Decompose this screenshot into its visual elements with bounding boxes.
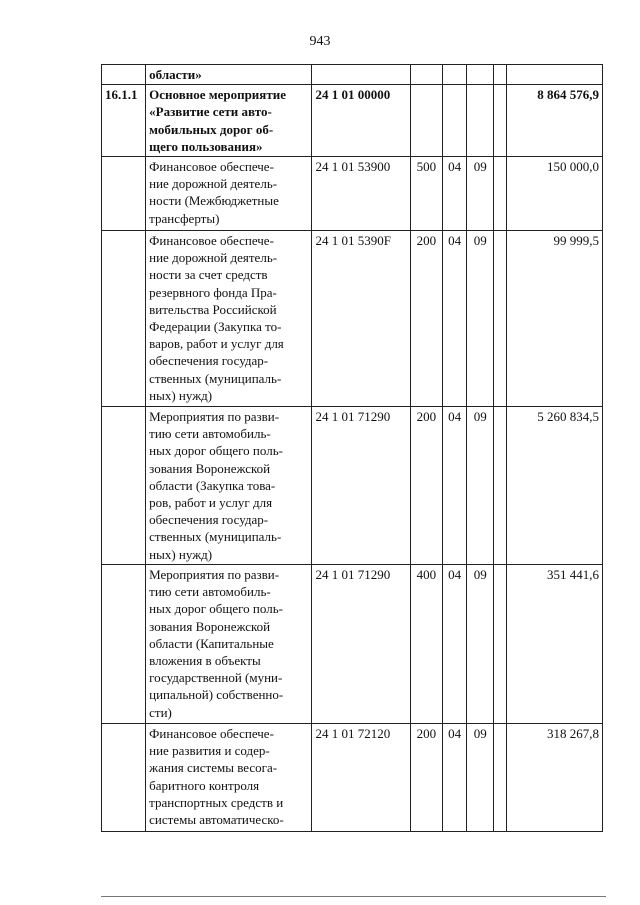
budget-code-cell: 24 1 01 71290 xyxy=(312,407,411,565)
row-number-cell xyxy=(102,724,146,832)
section-cell: 04 xyxy=(442,565,467,724)
empty-cell xyxy=(494,231,507,407)
table-row xyxy=(102,157,603,231)
expense-type-cell: 200 xyxy=(411,407,443,565)
row-number-cell xyxy=(102,565,146,724)
budget-code-cell: 24 1 01 72120 xyxy=(312,724,411,832)
empty-cell xyxy=(494,407,507,565)
table-row xyxy=(102,65,603,85)
item-name-cell: Финансовое обеспече- ние дорожной деятель- ности за счет средств резервного фонда Пра- вительства Российской Федерации (Закупка то- варов, работ и услуг для обеспечения государ- ственных (муниципаль- ных) нужд) xyxy=(146,231,312,407)
expense-type-cell: 200 xyxy=(411,724,443,832)
amount-cell: 318 267,8 xyxy=(507,724,603,832)
item-name-cell: области» xyxy=(146,65,312,85)
item-name-cell: Финансовое обеспече- ние развития и содер- жания системы весога- баритного контроля транспортных средств и системы автоматическо- xyxy=(146,724,312,832)
table-row xyxy=(102,724,603,832)
subsection-cell xyxy=(467,85,494,157)
budget-code-cell: 24 1 01 5390F xyxy=(312,231,411,407)
expense-type-cell: 500 xyxy=(411,157,443,231)
row-number-cell xyxy=(102,65,146,85)
empty-cell xyxy=(494,724,507,832)
row-number-cell xyxy=(102,407,146,565)
table-row xyxy=(102,565,603,724)
section-cell: 04 xyxy=(442,724,467,832)
table-row xyxy=(102,85,603,157)
expense-type-cell xyxy=(411,85,443,157)
section-cell: 04 xyxy=(442,407,467,565)
section-cell: 04 xyxy=(442,157,467,231)
item-name-cell: Мероприятия по разви- тию сети автомобиль- ных дорог общего поль- зования Воронежской области (Закупка това- ров, работ и услуг для обеспечения государ- ственных (муниципаль- ных) нужд) xyxy=(146,407,312,565)
amount-cell: 351 441,6 xyxy=(507,565,603,724)
budget-code-cell: 24 1 01 53900 xyxy=(312,157,411,231)
section-cell xyxy=(442,65,467,85)
table-row xyxy=(102,231,603,407)
amount-cell: 99 999,5 xyxy=(507,231,603,407)
subsection-cell: 09 xyxy=(467,565,494,724)
subsection-cell xyxy=(467,65,494,85)
amount-cell xyxy=(507,65,603,85)
page-number: 943 xyxy=(309,34,331,49)
footer-divider xyxy=(101,896,606,897)
section-cell: 04 xyxy=(442,231,467,407)
row-number-cell xyxy=(102,157,146,231)
empty-cell xyxy=(494,157,507,231)
empty-cell xyxy=(494,65,507,85)
budget-code-cell: 24 1 01 71290 xyxy=(312,565,411,724)
row-number-cell xyxy=(102,231,146,407)
subsection-cell: 09 xyxy=(467,231,494,407)
amount-cell: 150 000,0 xyxy=(507,157,603,231)
section-cell xyxy=(442,85,467,157)
subsection-cell: 09 xyxy=(467,724,494,832)
empty-cell xyxy=(494,85,507,157)
subsection-cell: 09 xyxy=(467,157,494,231)
budget-table xyxy=(101,64,603,832)
expense-type-cell: 200 xyxy=(411,231,443,407)
amount-cell: 5 260 834,5 xyxy=(507,407,603,565)
subsection-cell: 09 xyxy=(467,407,494,565)
budget-code-cell: 24 1 01 00000 xyxy=(312,85,411,157)
item-name-cell: Основное мероприятие «Развитие сети авто- мобильных дорог об- щего пользования» xyxy=(146,85,312,157)
empty-cell xyxy=(494,565,507,724)
expense-type-cell: 400 xyxy=(411,565,443,724)
table-row xyxy=(102,407,603,565)
budget-code-cell xyxy=(312,65,411,85)
row-number-cell: 16.1.1 xyxy=(102,85,146,157)
item-name-cell: Мероприятия по разви- тию сети автомобиль- ных дорог общего поль- зования Воронежской области (Капитальные вложения в объекты государственной (муни- ципальной) собственно- сти) xyxy=(146,565,312,724)
amount-cell: 8 864 576,9 xyxy=(507,85,603,157)
expense-type-cell xyxy=(411,65,443,85)
item-name-cell: Финансовое обеспече- ние дорожной деятель- ности (Межбюджетные трансферты) xyxy=(146,157,312,231)
